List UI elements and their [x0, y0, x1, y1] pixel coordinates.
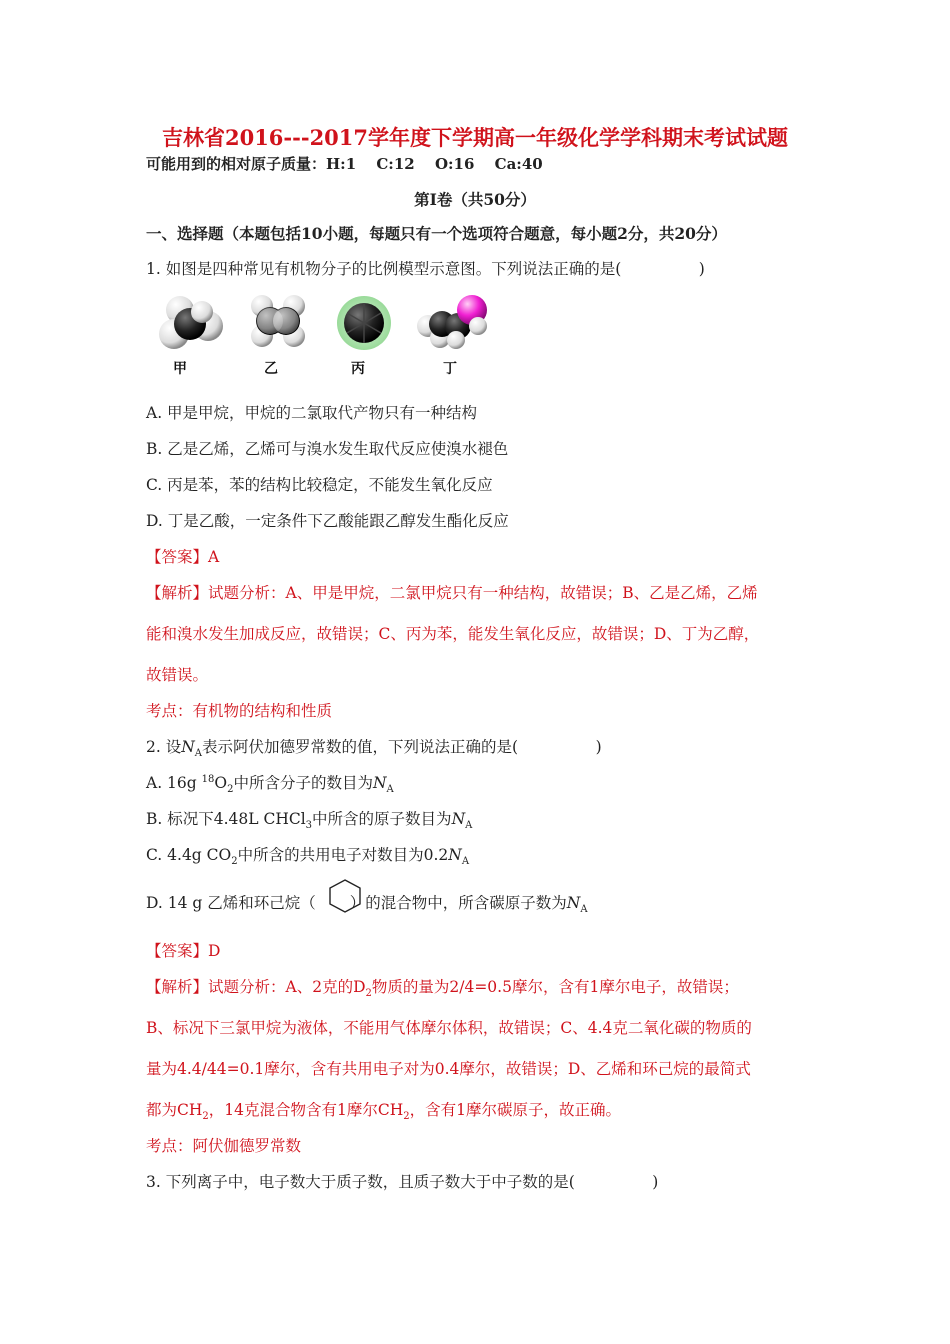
q2-analysis-line-3: 量为4.4/44=0.1摩尔，含有共用电子对为0.4摩尔，故错误；D、乙烯和环己烷的最简式: [146, 1060, 751, 1078]
q1-stem: 1. 如图是四种常见有机物分子的比例模型示意图。下列说法正确的是( ): [146, 260, 705, 278]
q2-option-c: C. 4.4g $CO_2$中所含的共用电子对数目为$0.2N_A$: [146, 846, 470, 868]
analysis-text: 试题分析：A、甲是甲烷，二氯甲烷只有一种结构，故错误；B、乙是乙烯，乙烯: [208, 584, 758, 602]
q2-answer: 【答案】D: [146, 942, 221, 960]
q2-point: 考点：阿伏伽德罗常数: [146, 1137, 302, 1155]
cyclohexane-icon: [328, 878, 362, 914]
q1-point: 考点：有机物的结构和性质: [146, 702, 333, 720]
ethylene-model-icon: [246, 292, 310, 352]
ethanol-model-icon: [412, 290, 492, 352]
atomic-masses: 可能用到的相对原子质量：H:1 C:12 O:16 Ca:40: [146, 155, 543, 173]
benzene-model-icon: [332, 292, 396, 354]
q2-option-a: A. 16g $^{18}O_2$中所含分子的数目为$N_A$: [146, 773, 394, 796]
q2-analysis-line-1: 【解析】试题分析：A、2克的$D_2$物质的量为2/4=0.5摩尔，含有1摩尔电子，故错误；: [146, 978, 739, 1000]
q2-option-d: D. 14 g 乙烯和环己烷（ ）的混合物中，所含碳原子数为$N_A$: [146, 894, 588, 916]
section-heading: 一、选择题（本题包括10小题，每题只有一个选项符合题意，每小题2分，共20分）: [146, 224, 727, 243]
q2-stem: 2. 设$N_A$表示阿伏加德罗常数的值，下列说法正确的是( ): [146, 738, 602, 760]
q1-analysis-line-3: 故错误。: [146, 666, 209, 684]
label-jia: 甲: [173, 361, 187, 377]
q1-option-d: D. 丁是乙酸，一定条件下乙酸能跟乙醇发生酯化反应: [146, 512, 509, 530]
q2-analysis-line-2: B、标况下三氯甲烷为液体，不能用气体摩尔体积，故错误；C、4.4克二氧化碳的物质的: [146, 1019, 752, 1037]
methane-model-icon: [150, 292, 230, 354]
answer-value: A: [208, 548, 220, 566]
q2-analysis-line-4: 都为$CH_2$，14克混合物含有1摩尔$CH_2$，含有1摩尔碳原子，故正确。: [146, 1101, 621, 1123]
q1-option-a: A. 甲是甲烷，甲烷的二氯取代产物只有一种结构: [146, 404, 478, 422]
q1-option-b: B. 乙是乙烯，乙烯可与溴水发生取代反应使溴水褪色: [146, 440, 509, 458]
label-ding: 丁: [443, 361, 457, 377]
label-yi: 乙: [264, 361, 278, 377]
volume-heading: 第Ⅰ卷（共50分）: [414, 190, 536, 209]
q1-answer: [146, 545, 219, 567]
exam-title: 吉林省2016---2017学年度下学期高一年级化学学科期末考试试题: [161, 125, 789, 150]
q1-option-c: C. 丙是苯，苯的结构比较稳定，不能发生氧化反应: [146, 476, 493, 494]
answer-tag: 【答案】: [146, 548, 209, 566]
q2-option-b: B. 标况下4.48L CHCl$_3$中所含的原子数目为$N_A$: [146, 810, 473, 832]
q1-analysis-line-1: [146, 581, 758, 603]
label-bing: 丙: [351, 361, 365, 377]
q1-analysis-line-2: 能和溴水发生加成反应，故错误；C、丙为苯，能发生氧化反应，故错误；D、丁为乙醇，: [146, 625, 760, 643]
q3-stem: 3. 下列离子中，电子数大于质子数，且质子数大于中子数的是( ): [146, 1173, 659, 1191]
analysis-tag: 【解析】: [146, 584, 209, 602]
